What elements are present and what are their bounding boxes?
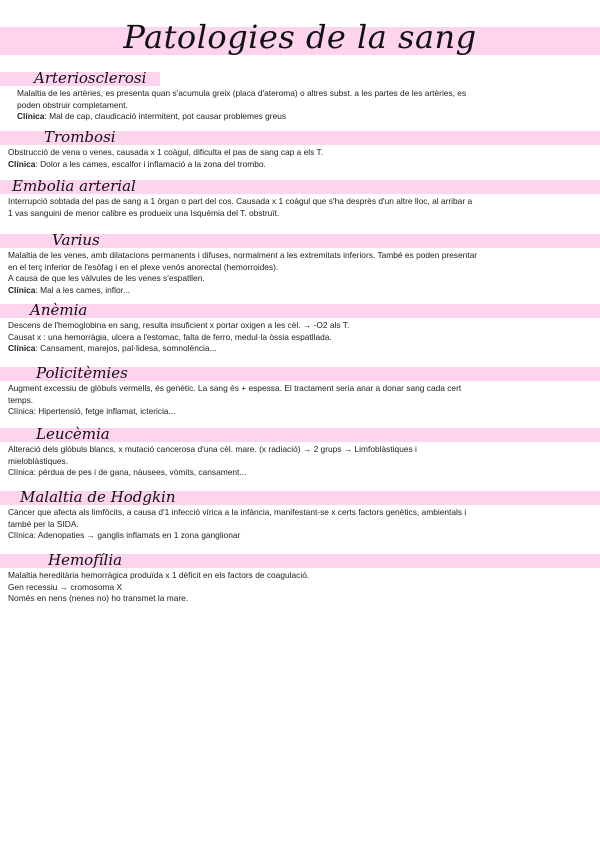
line-text: Clínica: Hipertensió, fetge inflamat, ictericia... [8,406,176,417]
line-text: : Dolor a les cames, escalfor i inflamació a la zona del trombo. [35,158,266,169]
text-line [8,250,600,262]
section-heading: Anèmia [30,301,88,319]
text-line [8,208,600,220]
line-text: poden obstruir completament. [17,99,128,110]
text-line [17,100,600,112]
section-6 [0,363,600,418]
line-text: : Mal a les cames, inflor... [35,284,130,295]
clinic-label: Clínica [8,343,36,354]
text-line [8,582,600,594]
text-line [8,332,600,344]
section-heading: Arteriosclerosi [34,69,147,87]
text-line [8,159,600,171]
section-body [0,383,600,418]
text-line [8,383,600,395]
page-title: Patologies de la sang [123,18,477,56]
text-line [8,519,600,531]
text-line [8,395,600,407]
text-line [8,285,600,297]
text-line [8,507,600,519]
text-line [8,273,600,285]
text-line [8,456,600,468]
text-line [8,444,600,456]
section-5 [0,300,600,355]
section-body [0,507,600,542]
section-4 [0,230,600,296]
line-text: Gen recessiu → cromosoma X [8,581,123,592]
line-text: Malaltia de les artèries, es presenta quan s'acumula greix (placa d'ateroma) o altres subst. a les partes de les artèries, es [17,88,467,98]
text-line [17,88,600,100]
section-9 [0,550,600,605]
line-text: 1 vas sanguini de menor calibre es produeix una Isquèmia del T. obstruït. [8,207,280,218]
section-body [0,444,600,479]
text-line [8,530,600,542]
text-line [8,570,600,582]
line-text: : Cansament, marejos, pal·lidesa, somnolència... [35,343,217,354]
section-8 [0,487,600,542]
line-text: : Mal de cap, claudicació intermitent, pot causar problemes greus [44,111,287,122]
section-body [0,320,600,355]
section-3 [0,176,600,219]
line-text: Obstrucció de vena o venes, causada x 1 coàgul, dificulta el pas de sang cap a els T. [8,147,324,157]
line-text: Clínica: Adenopaties → ganglis inflamats en 1 zona ganglionar [8,530,241,541]
clinic-label: Clínica [8,284,36,295]
section-heading: Leucèmia [36,425,110,443]
line-text: Només en nens (nenes no) ho transmet la mare. [8,593,189,604]
line-text: Augment excessiu de glòbuls vermells, és genètic. La sang és + espessa. El tractament seria anar a donar sang cada cert [8,383,462,393]
text-line [8,262,600,274]
line-text: Alteració dels glòbuls blancs, x mutació cancerosa d'una cèl. mare. (x radiació) → 2 grups → Limfoblàstiques i [8,444,417,454]
section-body [0,147,600,170]
line-text: mieloblàstiques. [8,455,69,466]
text-line [8,196,600,208]
text-line [17,111,600,123]
text-line [8,320,600,332]
line-text: Malaltia de les venes, amb dilatacions permanents i difuses, normalment a les extremitats inferiors. També es poden presentar [8,250,478,260]
clinic-label: Clínica [8,158,36,169]
section-heading: Trombosi [44,128,116,146]
section-heading: Embolia arterial [12,177,136,195]
line-text: en el terç inferior de l'esòfag i en el plexe venós anorectal (hemorroides). [8,261,279,272]
clinic-label: Clínica [17,111,45,122]
section-heading: Varius [52,231,100,249]
section-heading: Policitèmies [36,364,128,382]
section-2 [0,127,600,170]
section-body [0,196,600,219]
line-text: Causat x : una hemorràgia, ulcera a l'estomac, falta de ferro, medul·la òssia espatllada. [8,331,332,342]
text-line [8,593,600,605]
section-1 [0,68,600,123]
line-text: A causa de que les vàlvules de les venes s'espatllen. [8,273,205,284]
text-line [8,343,600,355]
line-text: Descens de l'hemoglobina en sang, resulta insuficient x portar oxigen a les cèl. → -O2 als T. [8,320,350,330]
line-text: Clínica: pèrdua de pes i de gana, nàusees, vòmits, cansament... [8,467,247,478]
text-line [8,467,600,479]
section-heading: Hemofília [48,551,123,569]
text-line [8,147,600,159]
section-body [0,250,600,296]
line-text: Càncer que afecta als limfòcits, a causa d'1 infecció vírica a la infància, manifestant-se x certs factors genètics, ambientals i [8,507,467,517]
line-text: Malaltia hereditària hemorràgica produïda x 1 dèficit en els factors de coagulació. [8,570,310,580]
line-text: Interrupció sobtada del pas de sang a 1 òrgan o part del cos. Causada x 1 coàgul que s'ha desprès d'un altre lloc, al arribar a [8,196,473,206]
section-body [0,570,600,605]
line-text: també per la SIDA. [8,518,79,529]
text-line [8,406,600,418]
line-text: temps. [8,394,34,405]
section-body [0,88,600,123]
section-heading: Malaltia de Hodgkin [20,488,176,506]
section-7 [0,424,600,479]
